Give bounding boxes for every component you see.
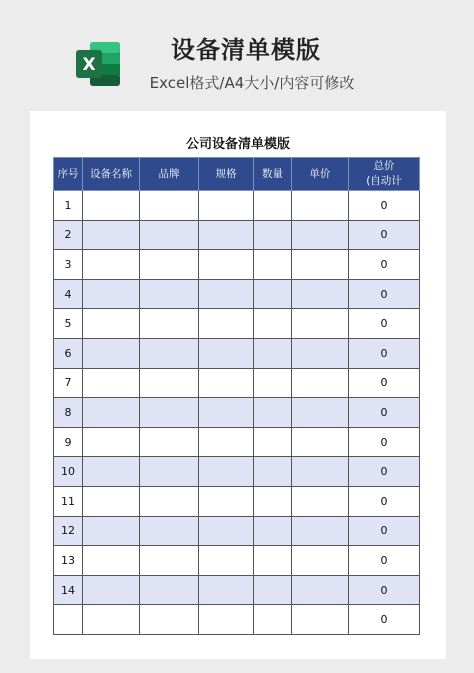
cell-qty[interactable] [254,398,292,428]
cell-no[interactable]: 1 [54,191,83,221]
cell-spec[interactable] [199,309,254,339]
cell-no[interactable]: 11 [54,486,83,516]
col-header-no: 序号 [54,158,83,191]
table-row [54,250,420,280]
table-row [54,575,420,605]
cell-total[interactable]: 0 [349,250,420,280]
table-row [54,368,420,398]
table-row [54,338,420,368]
col-header-qty: 数量 [254,158,292,191]
cell-brand[interactable] [140,605,199,635]
spreadsheet-sheet [30,111,446,659]
cell-spec[interactable] [199,279,254,309]
cell-price[interactable] [292,279,349,309]
cell-price[interactable] [292,605,349,635]
cell-spec[interactable] [199,575,254,605]
cell-no[interactable]: 8 [54,398,83,428]
cell-spec[interactable] [199,605,254,635]
cell-name[interactable] [83,605,140,635]
cell-brand[interactable] [140,427,199,457]
cell-spec[interactable] [199,486,254,516]
cell-total[interactable]: 0 [349,220,420,250]
cell-name[interactable] [83,250,140,280]
cell-qty[interactable] [254,279,292,309]
cell-brand[interactable] [140,191,199,221]
cell-price[interactable] [292,250,349,280]
excel-logo-letter: X [82,55,96,75]
total-note: (自动计 [366,175,402,187]
cell-spec[interactable] [199,398,254,428]
cell-qty[interactable] [254,250,292,280]
cell-total[interactable]: 0 [349,279,420,309]
cell-qty[interactable] [254,309,292,339]
table-row [54,486,420,516]
table-row [54,191,420,221]
cell-no[interactable]: 7 [54,368,83,398]
cell-total[interactable]: 0 [349,575,420,605]
cell-price[interactable] [292,546,349,576]
cell-no[interactable]: 9 [54,427,83,457]
cell-spec[interactable] [199,250,254,280]
cell-brand[interactable] [140,368,199,398]
table-row [54,605,420,635]
cell-qty[interactable] [254,516,292,546]
table-title: 公司设备清单模版 [185,137,290,152]
cell-name[interactable] [83,457,140,487]
table-row [54,427,420,457]
cell-total[interactable]: 0 [349,368,420,398]
cell-total[interactable]: 0 [349,516,420,546]
cell-spec[interactable] [199,220,254,250]
cell-no[interactable]: 10 [54,457,83,487]
cell-total[interactable]: 0 [349,191,420,221]
cell-qty[interactable] [254,457,292,487]
equipment-table [53,157,420,635]
cell-price[interactable] [292,457,349,487]
page-subtitle: Excel格式/A4大小/内容可修改 [149,74,355,92]
cell-qty[interactable] [254,486,292,516]
cell-name[interactable] [83,368,140,398]
table-row [54,546,420,576]
cell-name[interactable] [83,279,140,309]
cell-spec[interactable] [199,457,254,487]
cell-qty[interactable] [254,220,292,250]
cell-brand[interactable] [140,220,199,250]
cell-name[interactable] [83,575,140,605]
cell-no[interactable]: 14 [54,575,83,605]
cell-total[interactable]: 0 [349,457,420,487]
cell-no[interactable]: 12 [54,516,83,546]
cell-price[interactable] [292,220,349,250]
cell-no[interactable] [54,605,83,635]
table-row [54,220,420,250]
cell-qty[interactable] [254,427,292,457]
cell-total[interactable]: 0 [349,546,420,576]
cell-total[interactable]: 0 [349,486,420,516]
cell-name[interactable] [83,516,140,546]
cell-no[interactable]: 4 [54,279,83,309]
cell-brand[interactable] [140,338,199,368]
cell-price[interactable] [292,427,349,457]
cell-price[interactable] [292,368,349,398]
cell-price[interactable] [292,516,349,546]
cell-qty[interactable] [254,546,292,576]
cell-name[interactable] [83,220,140,250]
cell-name[interactable] [83,398,140,428]
cell-brand[interactable] [140,457,199,487]
cell-brand[interactable] [140,250,199,280]
cell-name[interactable] [83,486,140,516]
cell-spec[interactable] [199,368,254,398]
cell-brand[interactable] [140,546,199,576]
cell-brand[interactable] [140,279,199,309]
col-header-spec: 规格 [199,158,254,191]
table-row [54,516,420,546]
cell-brand[interactable] [140,575,199,605]
cell-qty[interactable] [254,191,292,221]
cell-no[interactable]: 3 [54,250,83,280]
cell-no[interactable]: 2 [54,220,83,250]
cell-total[interactable]: 0 [349,427,420,457]
table-row [54,309,420,339]
page-title: 设备清单模版 [171,36,321,64]
cell-no[interactable]: 6 [54,338,83,368]
cell-brand[interactable] [140,398,199,428]
cell-brand[interactable] [140,486,199,516]
cell-qty[interactable] [254,605,292,635]
cell-name[interactable] [83,427,140,457]
cell-qty[interactable] [254,338,292,368]
cell-price[interactable] [292,309,349,339]
col-header-brand: 品牌 [140,158,199,191]
total-label: 总价 [373,160,395,172]
cell-no[interactable]: 13 [54,546,83,576]
cell-name[interactable] [83,338,140,368]
excel-icon [76,40,122,88]
cell-brand[interactable] [140,309,199,339]
cell-qty[interactable] [254,575,292,605]
cell-spec[interactable] [199,546,254,576]
cell-price[interactable] [292,338,349,368]
cell-spec[interactable] [199,516,254,546]
cell-price[interactable] [292,398,349,428]
cell-total[interactable]: 0 [349,398,420,428]
cell-no[interactable]: 5 [54,309,83,339]
cell-spec[interactable] [199,427,254,457]
cell-total[interactable]: 0 [349,605,420,635]
cell-name[interactable] [83,546,140,576]
cell-qty[interactable] [254,368,292,398]
table-row [54,457,420,487]
cell-spec[interactable] [199,338,254,368]
table-row [54,398,420,428]
cell-brand[interactable] [140,516,199,546]
cell-name[interactable] [83,191,140,221]
table-row [54,279,420,309]
col-header-total [349,158,420,191]
cell-price[interactable] [292,191,349,221]
cell-spec[interactable] [199,191,254,221]
page-header [0,0,474,110]
cell-total[interactable]: 0 [349,338,420,368]
cell-price[interactable] [292,486,349,516]
cell-price[interactable] [292,575,349,605]
table-header-row [54,158,420,191]
col-header-price: 单价 [292,158,349,191]
col-header-name: 设备名称 [83,158,140,191]
cell-name[interactable] [83,309,140,339]
cell-total[interactable]: 0 [349,309,420,339]
